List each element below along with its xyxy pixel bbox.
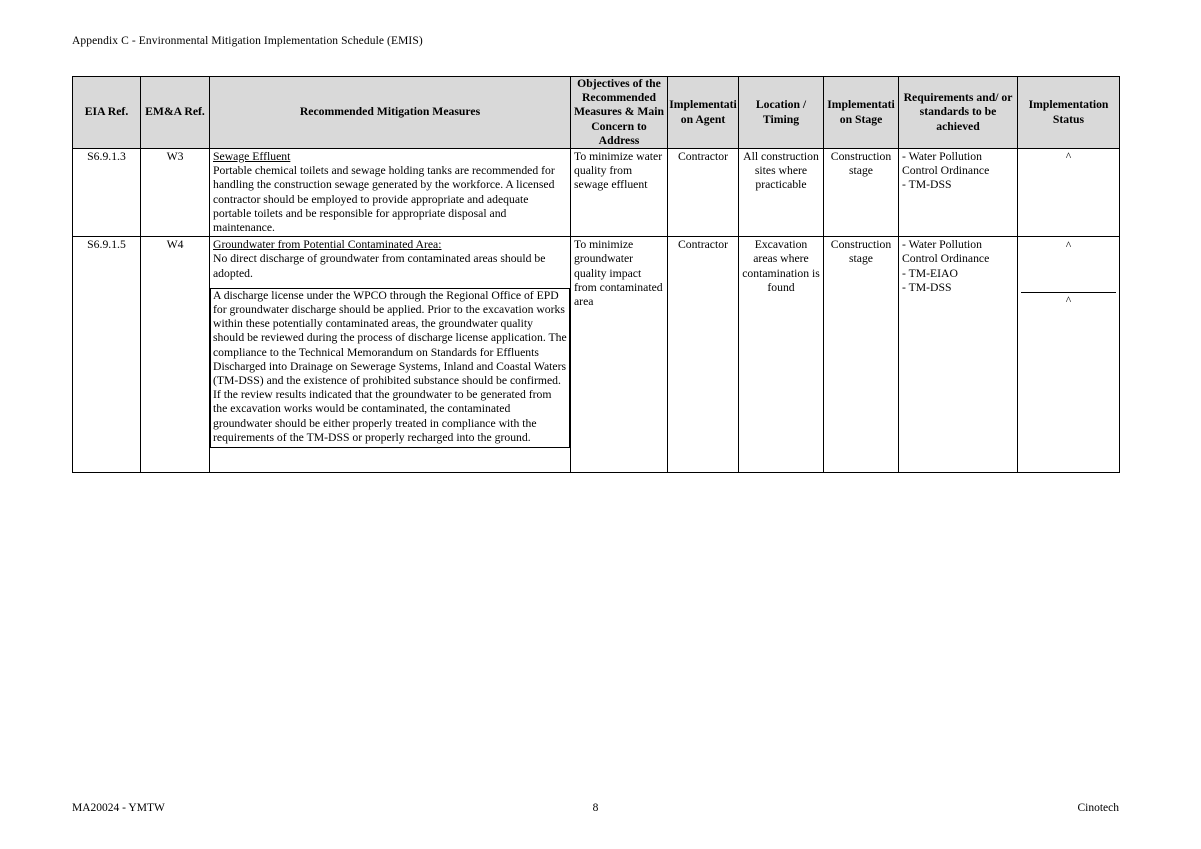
agent-cell: Contractor [668, 237, 739, 473]
measures-cell [210, 237, 571, 473]
measure-title: Sewage Effluent [213, 150, 291, 164]
measures-cell [210, 149, 571, 237]
requirement-line: - TM-DSS [902, 178, 952, 192]
objectives-cell: To minimize water quality from sewage effluent [571, 149, 668, 237]
requirement-line: - TM-DSS [902, 280, 952, 294]
measure-text: Portable chemical toilets and sewage holding tanks are recommended for handling the construction sewage generated by the workforce. A licensed contractor should be employed to provide appropriate and adequate portable toilets and be responsible for appropriate disposal and maintenance. [213, 164, 555, 235]
doc-ref: MA20024 - YMTW [72, 802, 165, 814]
status-subcell-bottom [1021, 293, 1116, 308]
requirement-line: - Water Pollution Control Ordinance [902, 238, 990, 266]
ema-ref-cell: W3 [141, 149, 210, 237]
requirement-line: - TM-EIAO [902, 266, 958, 280]
status-caret: ^ [1065, 239, 1072, 253]
status-subcell-top [1021, 238, 1116, 293]
location-cell: Excavation areas where contamination is found [739, 237, 824, 473]
stage-cell: Construction stage [824, 149, 899, 237]
column-header-status: Implementation Status [1018, 77, 1120, 149]
company-name: Cinotech [1077, 802, 1119, 814]
agent-cell: Contractor [668, 149, 739, 237]
column-header-requirements: Requirements and/ or standards to be achieved [899, 77, 1018, 149]
column-header-stage: Implementation Stage [824, 77, 899, 149]
table-row [73, 237, 1120, 473]
table-row [73, 149, 1120, 237]
column-header-eia-ref: EIA Ref. [73, 77, 141, 149]
status-caret: ^ [1065, 150, 1072, 164]
column-header-ema-ref: EM&A Ref. [141, 77, 210, 149]
objectives-cell: To minimize groundwater quality impact from contaminated area [571, 237, 668, 473]
column-header-measures: Recommended Mitigation Measures [210, 77, 571, 149]
ema-ref-cell: W4 [141, 237, 210, 473]
emis-table [72, 76, 1120, 473]
page-number: 8 [592, 802, 599, 814]
column-header-location: Location / Timing [739, 77, 824, 149]
location-cell: All construction sites where practicable [739, 149, 824, 237]
requirements-cell [899, 149, 1018, 237]
eia-ref-cell: S6.9.1.5 [73, 237, 141, 473]
stage-cell: Construction stage [824, 237, 899, 473]
page-title: Appendix C - Environmental Mitigation Implementation Schedule (EMIS) [72, 35, 423, 47]
column-header-objectives: Objectives of the Recommended Measures & Main Concern to Address [571, 77, 668, 149]
requirement-line: - Water Pollution Control Ordinance [902, 150, 990, 178]
measure-text: No direct discharge of groundwater from contaminated areas should be adopted. [213, 252, 546, 280]
eia-ref-cell: S6.9.1.3 [73, 149, 141, 237]
table-header-row [73, 77, 1120, 149]
requirements-cell [899, 237, 1018, 473]
column-header-agent: Implementation Agent [668, 77, 739, 149]
boxed-note: A discharge license under the WPCO through the Regional Office of EPD for groundwater discharge should be applied. Prior to the excavation works within these potentially contaminated areas, the groundwater quality should be reviewed during the process of discharge license application. The compliance to the Technical Memorandum on Standards for Effluents Discharged into Drainage on Sewerage Systems, Inland and Coastal Waters (TM-DSS) and the existence of prohibited substance should be confirmed. If the review results indicated that the groundwater to be generated from the excavation works would be contaminated, the contaminated groundwater should be either properly treated in compliance with the requirements of the TM-DSS or properly recharged into the ground. [210, 288, 570, 448]
status-cell [1018, 237, 1120, 473]
status-cell [1018, 149, 1120, 237]
status-caret: ^ [1065, 294, 1072, 308]
measure-title: Groundwater from Potential Contaminated Area: [213, 238, 442, 252]
